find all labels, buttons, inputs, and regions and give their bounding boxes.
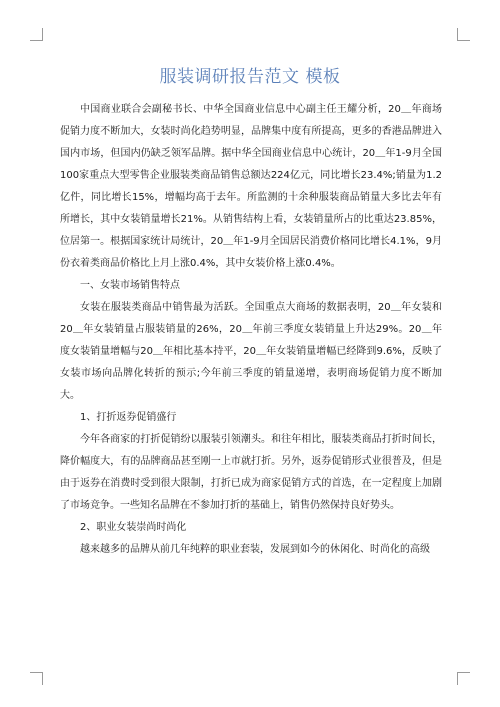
crop-mark-bottom-right (457, 672, 470, 685)
paragraph-subsection-2: 越来越多的品牌从前几年纯粹的职业套装，发展到如今的休闲化、时尚化的高级 (80, 544, 430, 555)
section-heading: 一、女装市场销售特点 (80, 280, 180, 291)
crop-mark-top-left (30, 28, 43, 41)
document-title: 服装调研报告范文 模板 (159, 67, 341, 87)
document-body (60, 99, 442, 561)
crop-mark-bottom-left (30, 672, 43, 685)
paragraph-section-1: 女装在服装类商品中销售最为活跃。全国重点大商场的数据表明，20＿年女装和20＿年女装销量占服装销量的26%，20＿年前三季度女装销量上升达29%。20＿年度女装销量增幅与20＿年相比基本持平，20＿年女装销量增幅已经降到9.6%，反映了女装市场向品牌化转折的预示;今年前三季度的销量递增，表明商场促销力度不断加大。 (60, 302, 442, 401)
paragraph-intro: 中国商业联合会副秘书长、中华全国商业信息中心副主任王耀分析，20＿年商场促销力度不断加大，女装时尚化趋势明显，品牌集中度有所提高，更多的香港品牌进入国内市场，但国内仍缺乏领军品牌。据中华全国商业信息中心统计，20＿年1-9月全国100家重点大型零售企业服装类商品销售总额达224亿元，同比增长23.4%;销量为1.2亿件，同比增长15%，增幅均高于去年。所监测的十余种服装商品销量大多比去年有所增长，其中女装销量增长21%。从销售结构上看，女装销量所占的比重达23.85%，位居第一。根据国家统计局统计，20＿年1-9月全国居民消费价格同比增长4.1%，9月份衣着类商品价格比上月上涨0.4%，其中女装价格上涨0.4%。 (60, 104, 442, 269)
paragraph-subsection-1: 今年各商家的打折促销纷以服装引领潮头。和往年相比，服装类商品打折时间长，降价幅度大，有的品牌商品甚至刚一上市就打折。另外，返券促销形式业很普及，但是由于返券在消费时受到很大限制，打折已成为商家促销方式的首选，在一定程度上加剧了市场竞争。一些知名品牌在不参加打折的基础上，销售仍然保持良好势头。 (60, 434, 442, 511)
crop-mark-top-right (457, 28, 470, 41)
subsection-heading: 1、打折返券促销盛行 (80, 412, 177, 423)
subsection-heading: 2、职业女装崇尚时尚化 (80, 522, 187, 533)
